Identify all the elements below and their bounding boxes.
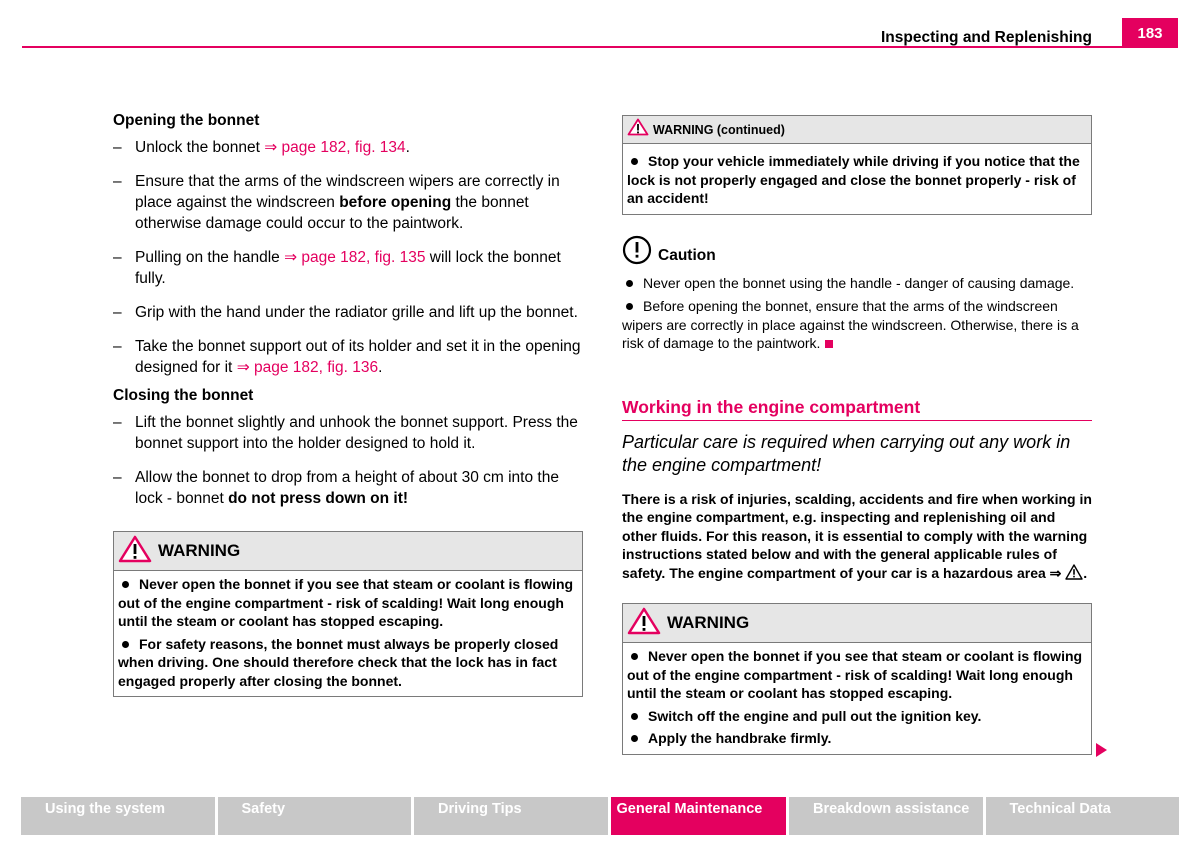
step-text: Ensure that the arms of the windscreen wipers are correctly in place against the windscreen (135, 173, 560, 211)
instruction-step (113, 412, 583, 454)
warning-item (627, 647, 1087, 703)
warning-box-2 (622, 603, 1092, 755)
header-rule (22, 46, 1178, 48)
chapter-tab[interactable]: Driving Tips (414, 797, 608, 835)
warning-title: WARNING (158, 541, 241, 560)
section-intro: Particular care is required when carrying out any work in the engine compartment! (622, 431, 1071, 475)
caution-header (622, 235, 1092, 270)
warning-box (113, 531, 583, 697)
step-text: Lift the bonnet slightly and unhook the bonnet support. Press the bonnet support into the holder designed to hold it. (135, 414, 578, 452)
cross-reference-link[interactable]: ⇒ page 182, fig. 135 (284, 249, 426, 266)
warning-2-body (623, 643, 1091, 754)
caution-body (622, 274, 1092, 353)
warning-continued-title: WARNING (continued) (653, 122, 785, 137)
step-text: Grip with the hand under the radiator grille and lift up the bonnet. (135, 304, 578, 321)
step-dash: – (113, 414, 122, 431)
warning-continued-body (623, 144, 1091, 214)
step-dash: – (113, 469, 122, 486)
warning-item-text: For safety reasons, the bonnet must always be properly closed when driving. One should therefore check that the lock has in fact engaged properly after closing the bonnet. (118, 635, 559, 689)
bullet-dot (631, 653, 638, 660)
step-text: Take the bonnet support out of its holder and set it in the opening designed for it (135, 338, 581, 376)
chapter-tab[interactable]: Safety (218, 797, 412, 835)
section-body (622, 490, 1092, 585)
warning-body (114, 571, 582, 696)
caution-title: Caution (658, 247, 716, 264)
caution-item (622, 297, 1092, 353)
warning-triangle-icon (118, 535, 152, 568)
step-text-end: the bonnet otherwise damage could occur to the paintwork. (135, 194, 529, 232)
cross-reference-link[interactable]: ⇒ page 182, fig. 134 (264, 139, 406, 156)
warning-item-text: Never open the bonnet if you see that steam or coolant is flowing out of the engine compartment - risk of scalding! Wait long enough until the steam or coolant has stopped escaping. (627, 648, 1083, 701)
section-body-text: There is a risk of injuries, scalding, accidents and fire when working in the engine compartment, e.g. inspecting and replenishing oil and other fluids. For this reason, it is essential to comply with the warning instructions stated below and with the general applicable rules of safety. The engine compartment of your car is a hazardous area ⇒ (622, 490, 1092, 581)
bullet-dot (122, 581, 129, 588)
right-column (622, 111, 1092, 755)
warning-triangle-icon (1065, 564, 1083, 585)
caution-item (622, 274, 1092, 293)
chapter-tabs (21, 797, 1179, 835)
caution-exclamation-icon (622, 235, 652, 270)
caution-item-text: Before opening the bonnet, ensure that the arms of the windscreen wipers are correctly in place against the windscreen. Otherwise, there is a risk of damage to the paintwork. (622, 298, 1079, 351)
end-of-section-marker (825, 340, 833, 348)
step-emphasis: do not press down on it! (228, 490, 409, 507)
bullet-dot (631, 158, 638, 165)
step-text-end: . (405, 139, 410, 156)
instruction-step (113, 336, 583, 378)
instruction-step (113, 467, 583, 509)
step-dash: – (113, 304, 122, 321)
caution-item-text: Never open the bonnet using the handle - danger of causing damage. (643, 274, 1075, 291)
step-dash: – (113, 173, 122, 190)
chapter-tab[interactable]: Technical Data (986, 797, 1180, 835)
step-text: Unlock the bonnet (135, 139, 265, 156)
instruction-step (113, 171, 583, 234)
warning-triangle-icon (627, 118, 649, 141)
closing-steps (113, 412, 583, 509)
warning-2-title: WARNING (667, 613, 750, 632)
warning-item (627, 707, 1087, 726)
cross-reference-link[interactable]: ⇒ page 182, fig. 136 (236, 359, 379, 376)
step-dash: – (113, 139, 122, 156)
warning-item (627, 729, 1087, 748)
warning-continued-header (623, 116, 1091, 144)
continue-arrow-icon (1096, 743, 1107, 757)
warning-header (114, 532, 582, 571)
step-emphasis: before opening (339, 194, 452, 211)
closing-heading: Closing the bonnet (113, 387, 254, 404)
warning-item (118, 635, 578, 691)
opening-heading: Opening the bonnet (113, 112, 260, 129)
step-text: Allow the bonnet to drop from a height of about 30 cm into the lock - bonnet (135, 469, 559, 507)
chapter-tab[interactable]: General Maintenance (611, 797, 787, 835)
running-header-title: Inspecting and Replenishing (881, 29, 1092, 46)
bullet-dot (631, 713, 638, 720)
section-body-period: . (1083, 564, 1088, 581)
step-text: Pulling on the handle (135, 249, 285, 266)
warning-item-text: Stop your vehicle immediately while driving if you notice that the lock is not properly engaged and close the bonnet properly - risk of an accident! (627, 153, 1080, 206)
warning-item-text: Switch off the engine and pull out the ignition key. (648, 707, 982, 724)
bullet-dot (122, 641, 129, 648)
warning-item (627, 152, 1087, 208)
instruction-step (113, 137, 583, 158)
chapter-tab[interactable]: Using the system (21, 797, 215, 835)
caution-block (622, 235, 1092, 353)
warning-triangle-icon (627, 607, 661, 640)
warning-2-header (623, 604, 1091, 643)
bullet-dot (631, 735, 638, 742)
bullet-dot (626, 280, 633, 287)
step-dash: – (113, 249, 122, 266)
step-text-end: . (378, 359, 383, 376)
bullet-dot (626, 303, 633, 310)
warning-item (118, 575, 578, 631)
section-title: Working in the engine compartment (622, 397, 1092, 421)
warning-item-text: Never open the bonnet if you see that steam or coolant is flowing out of the engine compartment - risk of scalding! Wait long enough until the steam or coolant has stopped escaping. (118, 576, 574, 629)
left-column (113, 111, 583, 697)
warning-continued-box (622, 115, 1092, 215)
step-dash: – (113, 338, 122, 355)
instruction-step (113, 247, 583, 289)
instruction-step (113, 302, 583, 323)
page-number: 183 (1122, 18, 1178, 48)
step-text-end: will lock the bonnet fully. (135, 249, 561, 287)
warning-item-text: Apply the handbrake firmly. (648, 730, 832, 746)
chapter-tab[interactable]: Breakdown assistance (789, 797, 983, 835)
opening-steps (113, 137, 583, 378)
